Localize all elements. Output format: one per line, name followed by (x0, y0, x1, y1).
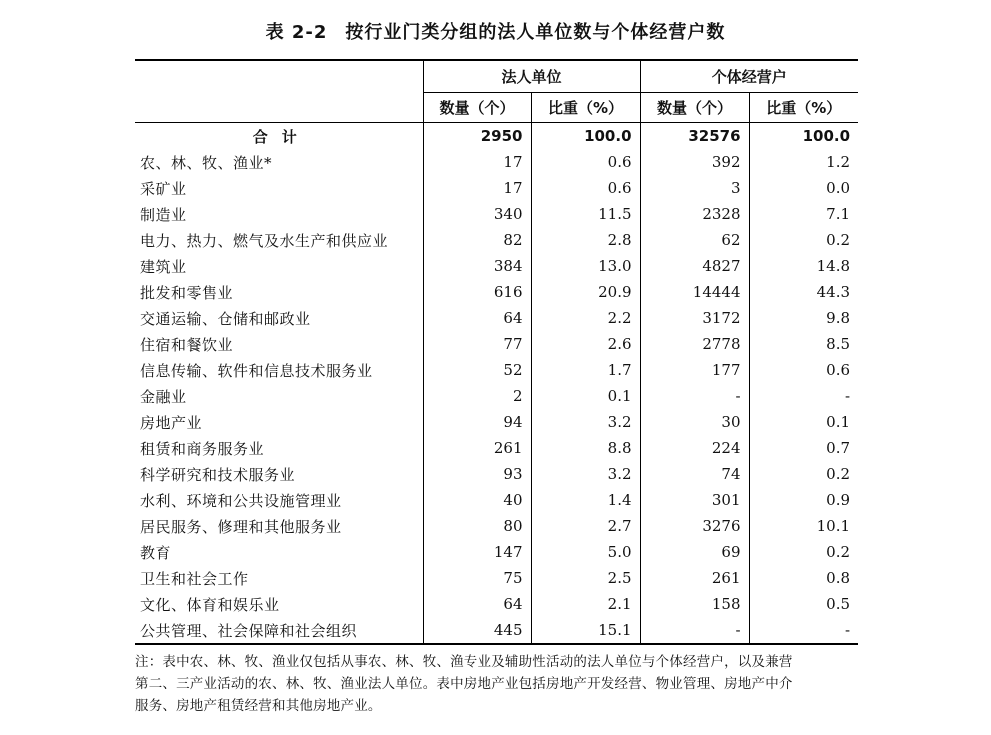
value-cell: 93 (423, 461, 531, 487)
value-cell: 9.8 (749, 305, 858, 331)
value-cell: 10.1 (749, 513, 858, 539)
industry-name: 交通运输、仓储和邮政业 (140, 309, 311, 328)
value-cell: 2778 (640, 331, 749, 357)
value-cell: 2.8 (531, 227, 640, 253)
value-cell: 0.1 (749, 409, 858, 435)
table-row (135, 227, 858, 253)
column-header: 数量（个） (423, 93, 531, 123)
value-cell: 64 (423, 305, 531, 331)
value-cell: 14.8 (749, 253, 858, 279)
table-row (135, 487, 858, 513)
table-row (135, 409, 858, 435)
industry-name: 教育 (140, 543, 172, 562)
value-cell: 0.2 (749, 461, 858, 487)
industry-name: 文化、体育和娱乐业 (140, 595, 280, 614)
table-row (135, 513, 858, 539)
industry-name: 房地产业 (140, 413, 203, 432)
value-cell: 0.9 (749, 487, 858, 513)
value-cell: 2.2 (531, 305, 640, 331)
value-cell: 13.0 (531, 253, 640, 279)
table-row (135, 201, 858, 227)
value-cell: 4827 (640, 253, 749, 279)
value-cell: 0.2 (749, 539, 858, 565)
group-header-legal-units: 法人单位 (423, 60, 640, 93)
value-cell: 52 (423, 357, 531, 383)
note-line: 注：表中农、林、牧、渔业仅包括从事农、林、牧、渔专业及辅助性活动的法人单位与个体经营户，以及兼营 (135, 654, 793, 670)
total-cell: 100.0 (749, 123, 858, 150)
value-cell: 94 (423, 409, 531, 435)
value-cell: 0.6 (749, 357, 858, 383)
table-row (135, 435, 858, 461)
value-cell: 11.5 (531, 201, 640, 227)
industry-name: 建筑业 (140, 257, 187, 276)
group-header-individual-households: 个体经营户 (640, 60, 858, 93)
value-cell: 17 (423, 149, 531, 175)
value-cell: 384 (423, 253, 531, 279)
value-cell: 177 (640, 357, 749, 383)
table-row (135, 591, 858, 617)
value-cell: 17 (423, 175, 531, 201)
table-title (0, 18, 991, 44)
value-cell: 2.7 (531, 513, 640, 539)
value-cell: 40 (423, 487, 531, 513)
industry-name: 采矿业 (140, 179, 187, 198)
industry-name: 水利、环境和公共设施管理业 (140, 491, 342, 510)
value-cell: 2.6 (531, 331, 640, 357)
industry-name: 租赁和商务服务业 (140, 439, 265, 458)
industry-name: 公共管理、社会保障和社会组织 (135, 617, 423, 644)
value-cell: 1.4 (531, 487, 640, 513)
value-cell: 0.6 (531, 149, 640, 175)
value-cell: 8.8 (531, 435, 640, 461)
value-cell: 224 (640, 435, 749, 461)
value-cell: 0.2 (749, 227, 858, 253)
value-cell: 7.1 (749, 201, 858, 227)
value-cell: 0.7 (749, 435, 858, 461)
value-cell: 261 (423, 435, 531, 461)
value-cell: 445 (423, 617, 531, 644)
table-row (135, 565, 858, 591)
value-cell: 75 (423, 565, 531, 591)
industry-name: 卫生和社会工作 (140, 569, 249, 588)
value-cell: 80 (423, 513, 531, 539)
note-line: 第二、三产业活动的农、林、牧、渔业法人单位。表中房地产业包括房地产开发经营、物业管理、房地产中介 (135, 676, 793, 692)
value-cell: 301 (640, 487, 749, 513)
value-cell: 147 (423, 539, 531, 565)
value-cell: 2.1 (531, 591, 640, 617)
value-cell: - (640, 383, 749, 409)
industry-name: 电力、热力、燃气及水生产和供应业 (140, 231, 389, 250)
total-cell: 100.0 (531, 123, 640, 150)
table-row (135, 383, 858, 409)
total-cell: 32576 (640, 123, 749, 150)
value-cell: 8.5 (749, 331, 858, 357)
table-row (135, 175, 858, 201)
table-row (135, 149, 858, 175)
table-body (135, 123, 858, 645)
value-cell: 2328 (640, 201, 749, 227)
industry-name: 居民服务、修理和其他服务业 (140, 517, 342, 536)
value-cell: 69 (640, 539, 749, 565)
value-cell: 1.7 (531, 357, 640, 383)
value-cell: 3 (640, 175, 749, 201)
data-table (135, 59, 858, 645)
value-cell: 2 (423, 383, 531, 409)
value-cell: 1.2 (749, 149, 858, 175)
value-cell: 3.2 (531, 409, 640, 435)
table-row (135, 279, 858, 305)
total-cell: 2950 (423, 123, 531, 150)
value-cell: 2.5 (531, 565, 640, 591)
value-cell: 74 (640, 461, 749, 487)
table-row (135, 617, 858, 644)
value-cell: - (749, 383, 858, 409)
value-cell: 82 (423, 227, 531, 253)
value-cell: 15.1 (531, 617, 640, 644)
value-cell: 0.6 (531, 175, 640, 201)
value-cell: 0.0 (749, 175, 858, 201)
value-cell: 3276 (640, 513, 749, 539)
industry-name: 住宿和餐饮业 (140, 335, 234, 354)
value-cell: 44.3 (749, 279, 858, 305)
value-cell: 30 (640, 409, 749, 435)
industry-name: 金融业 (140, 387, 187, 406)
total-label: 合计 (252, 127, 311, 146)
table-row (135, 357, 858, 383)
value-cell: 14444 (640, 279, 749, 305)
industry-name: 批发和零售业 (140, 283, 234, 302)
value-cell: 0.8 (749, 565, 858, 591)
industry-name: 农、林、牧、渔业* (140, 153, 273, 172)
value-cell: 77 (423, 331, 531, 357)
table-row (135, 461, 858, 487)
value-cell: 5.0 (531, 539, 640, 565)
table-row (135, 539, 858, 565)
column-header: 数量（个） (640, 93, 749, 123)
note-line: 服务、房地产租赁经营和其他房地产业。 (135, 698, 382, 714)
column-header: 比重（%） (531, 93, 640, 123)
industry-name: 制造业 (140, 205, 187, 224)
value-cell: 158 (640, 591, 749, 617)
value-cell: - (640, 617, 749, 644)
value-cell: 261 (640, 565, 749, 591)
table-number: 表 2-2 (265, 22, 328, 43)
value-cell: 20.9 (531, 279, 640, 305)
value-cell: 0.5 (749, 591, 858, 617)
value-cell: 3.2 (531, 461, 640, 487)
table-row (135, 305, 858, 331)
industry-name: 信息传输、软件和信息技术服务业 (140, 361, 373, 380)
table-row (135, 253, 858, 279)
value-cell: - (749, 617, 858, 644)
value-cell: 62 (640, 227, 749, 253)
industry-name: 科学研究和技术服务业 (140, 465, 296, 484)
value-cell: 0.1 (531, 383, 640, 409)
value-cell: 3172 (640, 305, 749, 331)
value-cell: 392 (640, 149, 749, 175)
total-row (135, 123, 858, 150)
corner-header-cell (135, 60, 423, 123)
value-cell: 340 (423, 201, 531, 227)
table-row (135, 331, 858, 357)
table-note (135, 651, 865, 717)
value-cell: 616 (423, 279, 531, 305)
column-header: 比重（%） (749, 93, 858, 123)
value-cell: 64 (423, 591, 531, 617)
table-title-text: 按行业门类分组的法人单位数与个体经营户数 (345, 22, 726, 43)
